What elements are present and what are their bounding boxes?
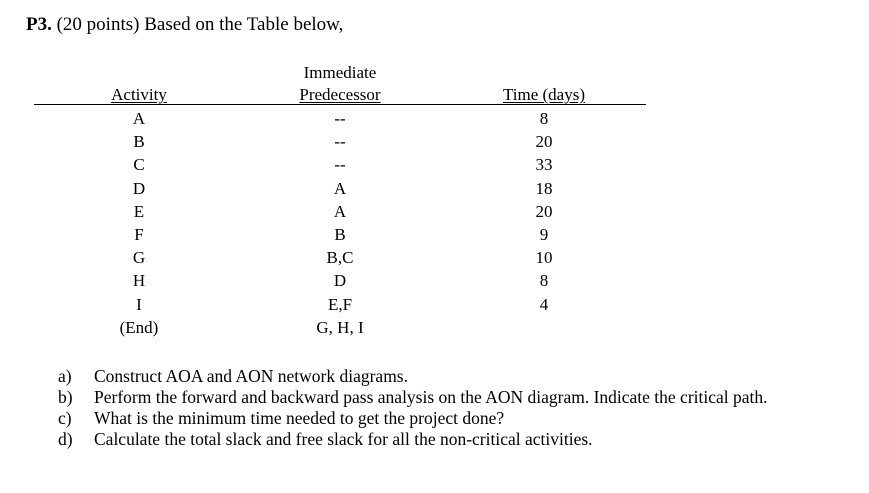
table-cell-time: 33 — [535, 155, 553, 175]
question-label: b) — [58, 387, 73, 407]
question-item — [58, 387, 848, 408]
table-cell-predecessor: -- — [334, 109, 346, 128]
table-cell-activity: I — [136, 294, 142, 314]
table-cell-predecessor: A — [333, 201, 347, 221]
table-cell-time — [494, 316, 594, 339]
question-item — [58, 408, 848, 429]
table-cell-activity: B — [133, 132, 145, 152]
table-cell-predecessor: B — [334, 224, 346, 244]
table-cell-predecessor: G, H, I — [316, 317, 364, 337]
table-header-rule — [34, 104, 646, 105]
table-cell-activity: D — [132, 178, 146, 198]
header-predecessor-line2: Predecessor — [299, 85, 381, 104]
table-cell-activity: G — [132, 248, 146, 268]
time-column — [494, 107, 594, 339]
question-list — [58, 366, 848, 450]
table-cell-activity: E — [133, 201, 145, 221]
header-activity: Activity — [111, 85, 167, 104]
table-cell-activity: H — [132, 271, 146, 291]
activity-column — [94, 107, 184, 339]
table-cell-predecessor: B,C — [326, 248, 354, 268]
table-cell-activity: C — [133, 155, 145, 175]
question-text: Perform the forward and backward pass analysis on the AON diagram. Indicate the critical path. — [94, 387, 768, 407]
table-cell-time: 20 — [535, 201, 553, 221]
question-label: c) — [58, 408, 72, 428]
question-label: a) — [58, 366, 72, 386]
header-predecessor-line1: Immediate — [303, 63, 377, 82]
problem-number: P3. — [26, 14, 52, 35]
question-item — [58, 429, 848, 450]
question-label: d) — [58, 429, 73, 449]
question-text: Construct AOA and AON network diagrams. — [94, 366, 408, 386]
problem-intro: (20 points) Based on the Table below, — [51, 14, 344, 35]
table-cell-activity: F — [134, 224, 144, 244]
header-time: Time (days) — [502, 85, 585, 104]
table-cell-activity: (End) — [119, 317, 159, 337]
table-cell-time: 9 — [539, 224, 549, 244]
table-cell-time: 4 — [539, 294, 549, 314]
table-cell-predecessor: D — [333, 271, 347, 291]
problem-heading — [26, 14, 343, 36]
table-cell-predecessor: -- — [334, 132, 346, 152]
question-item — [58, 366, 848, 387]
table-cell-time: 18 — [535, 178, 553, 198]
question-text: What is the minimum time needed to get the project done? — [94, 408, 505, 428]
table-cell-time: 8 — [539, 271, 549, 291]
table-cell-predecessor: -- — [334, 155, 346, 175]
table-cell-time: 20 — [535, 132, 553, 152]
table-cell-activity: A — [132, 109, 146, 128]
table-cell-time: 10 — [535, 248, 553, 268]
question-text: Calculate the total slack and free slack for all the non-critical activities. — [94, 429, 593, 449]
predecessor-column — [290, 107, 390, 339]
table-cell-predecessor: E,F — [327, 294, 353, 314]
table-cell-predecessor: A — [333, 178, 347, 198]
table-cell-time: 8 — [539, 109, 549, 128]
